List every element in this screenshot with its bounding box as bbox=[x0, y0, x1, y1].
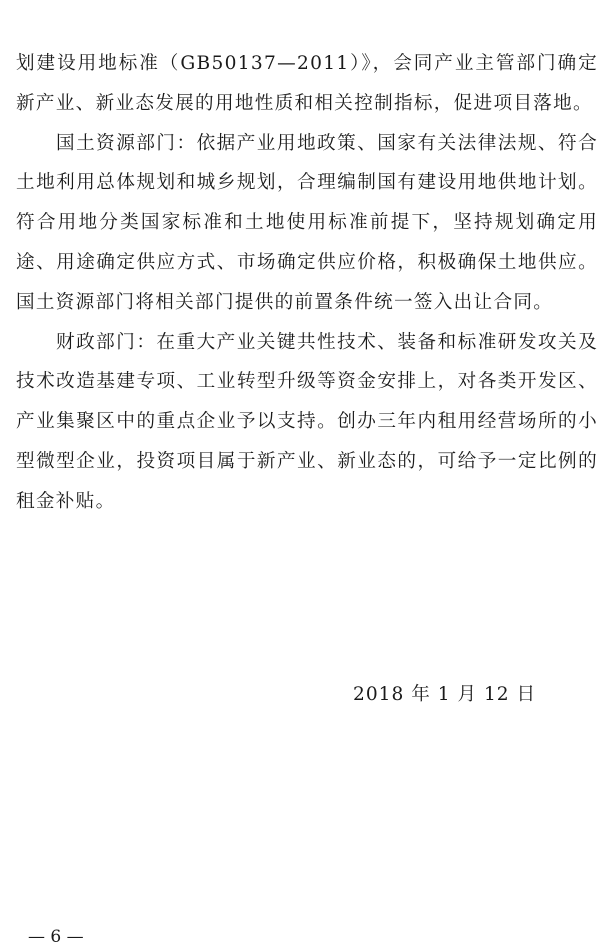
paragraph-land-resources-department: 国土资源部门：依据产业用地政策、国家有关法律法规、符合土地利用总体规划和城乡规划，合理编制国有建设用地供地计划。符合用地分类国家标准和土地使用标准前提下，坚持规划确定用途、用途确定供应方式、市场确定供应价格，积极确保土地供应。国土资源部门将相关部门提供的前置条件统一签入出让合同。 bbox=[16, 132, 598, 313]
document-body bbox=[16, 44, 598, 522]
paragraph-finance-department: 财政部门：在重大产业关键共性技术、装备和标准研发攻关及技术改造基建专项、工业转型升级等资金安排上，对各类开发区、产业集聚区中的重点企业予以支持。创办三年内租用经营场所的小型微型企业，投资项目属于新产业、新业态的，可给予一定比例的租金补贴。 bbox=[16, 331, 598, 512]
page-number: — 6 — bbox=[28, 927, 84, 947]
document-date: 2018 年 1 月 12 日 bbox=[353, 684, 537, 705]
paragraph-planning-department: 划建设用地标准（GB50137—2011）》，会同产业主管部门确定新产业、新业态发展的用地性质和相关控制指标，促进项目落地。 bbox=[16, 53, 598, 114]
